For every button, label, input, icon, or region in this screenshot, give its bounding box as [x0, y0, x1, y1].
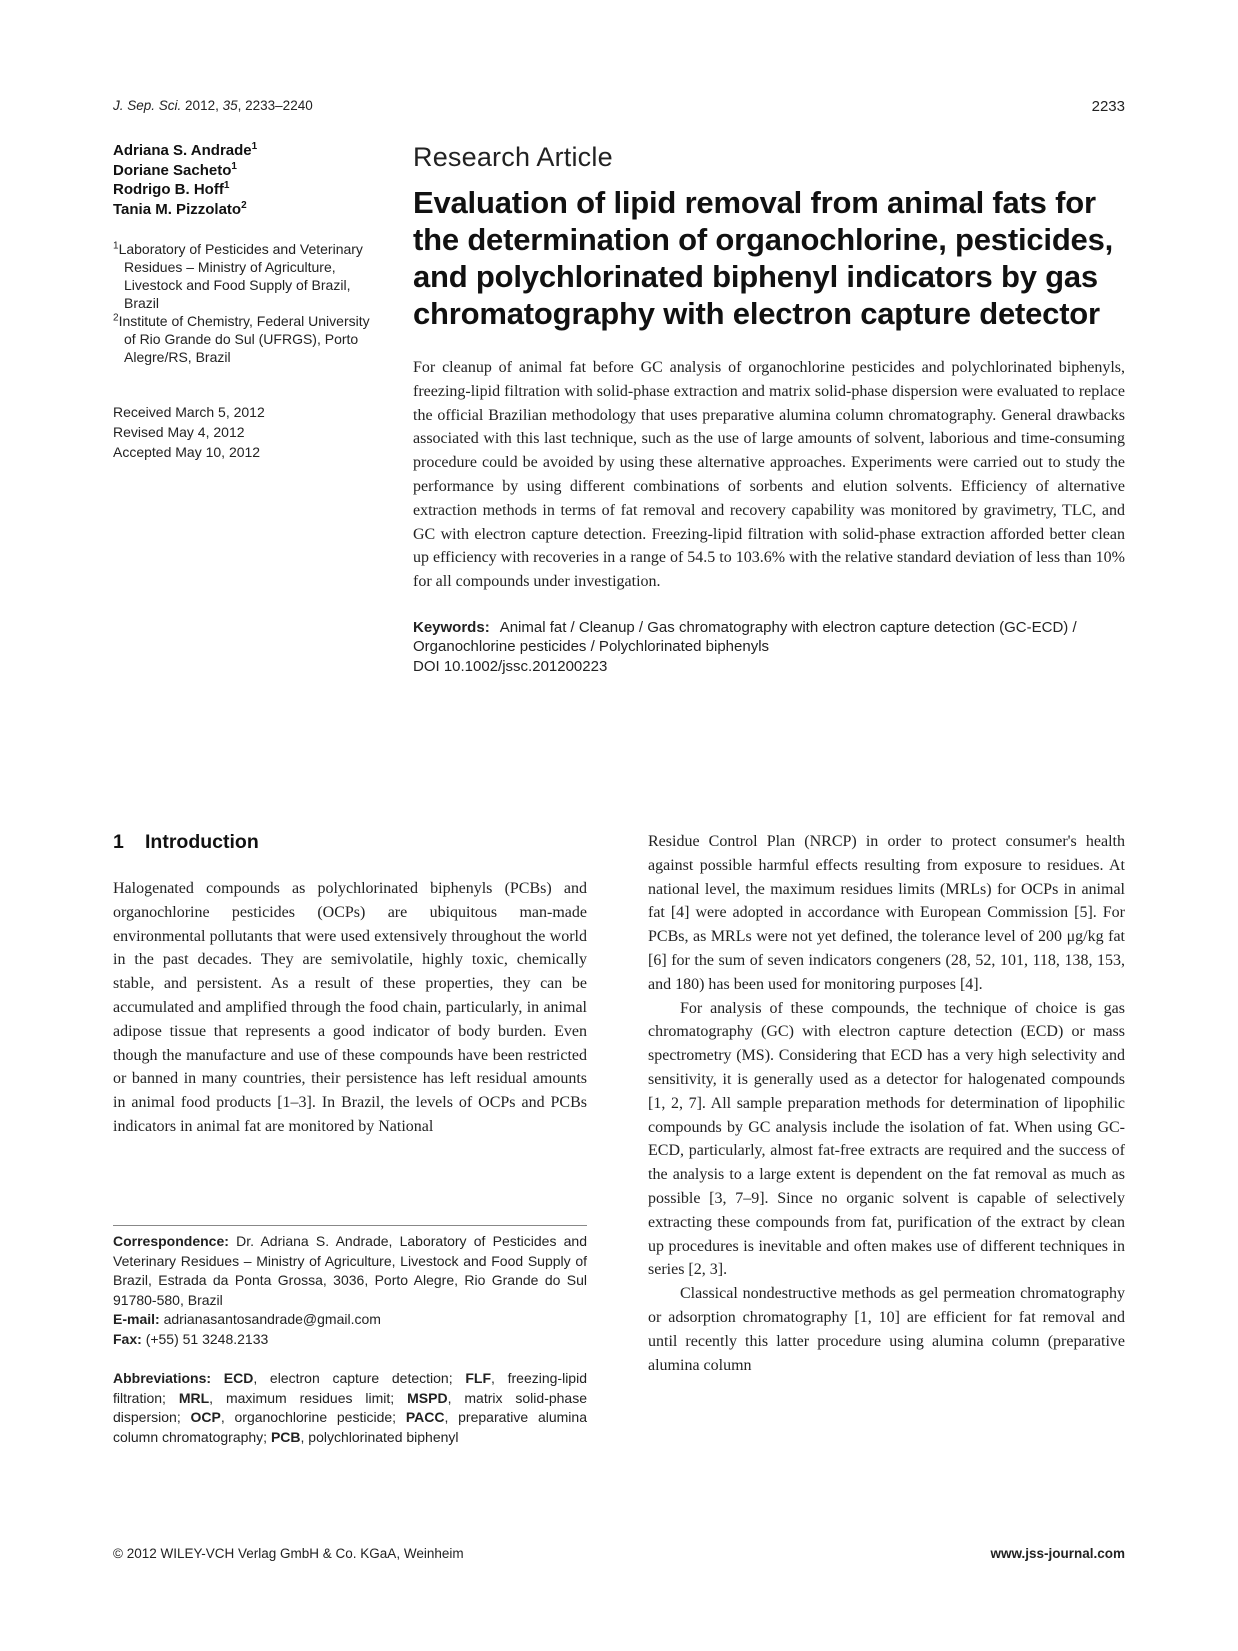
paragraph: Classical nondestructive methods as gel permeation chromatography or adsorption chromatography [1, 10] are efficient for fat removal and until recently this latter procedure using alumina column (preparative alumina column [648, 1285, 1125, 1374]
article-header [413, 140, 1125, 676]
correspondence [113, 1232, 587, 1310]
journal-pages: , 2233–2240 [237, 98, 313, 113]
article-dates [113, 402, 373, 462]
doi[interactable]: DOI 10.1002/jssc.201200223 [413, 657, 608, 675]
right-column [648, 830, 1125, 1377]
author: Tania M. Pizzolato$^2$ [113, 199, 247, 218]
fax-line: Fax: (+55) 51 3248.2133 [113, 1330, 269, 1347]
author: Adriana S. Andrade$^1$ [113, 141, 258, 159]
section-heading [113, 830, 587, 854]
article-title: Evaluation of lipid removal from animal fats for the determination of organochlorine, pesticides, and polychlorinated biphenyl indicators by gas chromatography with electron capture detector [413, 185, 1114, 331]
email-line: E-mail: adrianasantosandrade@gmail.com [113, 1311, 381, 1327]
accepted-date: Accepted May 10, 2012 [113, 444, 261, 460]
author-sidebar [113, 141, 373, 462]
paragraph: Halogenated compounds as polychlorinated biphenyls (PCBs) and organochlorine pesticides (OCPs) are ubiquitous man-made environmental pollutants that were used extensively throughout the world in the past decades. They are semivolatile, highly toxic, chemically stable, and persistent. As a result of these properties, they can be accumulated and amplified through the food chain, particularly, in animal adipose tissue that represents a good indicator of body burden. Even though the manufacture and use of these compounds have been restricted or banned in many countries, their persistence has left residual amounts in animal food products [1–3]. In Brazil, the levels of OCPs and PCBs indicators in animal fat are monitored by National [113, 880, 587, 1135]
footnotes [113, 1225, 587, 1447]
left-column [113, 830, 587, 1139]
section-title: Introduction [145, 831, 259, 853]
affiliation: $^1$Laboratory of Pesticides and Veterinary Residues – Ministry of Agriculture, Livestock and Food Supply of Brazil, Brazil [113, 240, 363, 311]
correspondence-text: Dr. Adriana S. Andrade, Laboratory of Pesticides and Veterinary Residues – Ministry of Agriculture, Livestock and Food Supply of Brazil, Estrada da Ponta Grossa, 3036, Porto Alegre, Rio Grande do Sul 91780-580, Brazil [113, 1233, 588, 1308]
keywords-block [413, 618, 1125, 677]
journal-url[interactable]: www.jss-journal.com [990, 1546, 1125, 1561]
journal-year: 2012, [185, 98, 219, 113]
abbreviations: Abbreviations: ECD, electron capture detection; FLF, freezing-lipid filtration; MRL, maximum residues limit; MSPD, matrix solid-phase dispersion; OCP, organochlorine pesticide; PACC, preparative alumina column chromatography; PCB, polychlorinated biphenyl [113, 1370, 587, 1445]
affiliation-list [113, 240, 373, 366]
journal-volume: 35 [222, 98, 238, 113]
paragraph: Residue Control Plan (NRCP) in order to protect consumer's health against possible harmful effects resulting from exposure to residues. At national level, the maximum residues limits (MRLs) for OCPs in animal fat [4] were adopted in accordance with European Commission [5]. For PCBs, as MRLs were not yet defined, the tolerance level of 200 μg/kg fat [6] for the sum of seven indicators congeners (28, 52, 101, 118, 138, 153, and 180) has been used for monitoring purposes [4]. [648, 833, 1125, 993]
received-date: Received March 5, 2012 [113, 404, 265, 420]
author-list [113, 141, 373, 219]
abstract: For cleanup of animal fat before GC analysis of organochlorine pesticides and polychlorinated biphenyls, freezing-lipid filtration with solid-phase extraction and matrix solid-phase dispersion were evaluated to replace the official Brazilian methodology that uses preparative alumina column chromatography. General drawbacks associated with this last technique, such as the use of large amounts of solvent, laborious and time-consuming procedure could be avoided by using these alternative approaches. Experiments were carried out to study the performance by using different combinations of sorbents and elution solvents. Efficiency of alternative extraction methods in terms of fat removal and recovery capability was monitored by gravimetry, TLC, and GC with electron capture detection. Freezing-lipid filtration with solid-phase extraction afforded better clean up efficiency with recoveries in a range of 54.5 to 103.6% with the relative standard deviation of less than 10% for all compounds under investigation. [413, 359, 1125, 591]
journal-citation [113, 98, 313, 113]
revised-date: Revised May 4, 2012 [113, 424, 245, 440]
page-footer [113, 1546, 1125, 1566]
abbreviations-label: Abbreviations: [113, 1370, 212, 1386]
page-number: 2233 [1091, 98, 1125, 115]
copyright: © 2012 WILEY-VCH Verlag GmbH & Co. KGaA, Weinheim [113, 1546, 464, 1561]
correspondence-label: Correspondence: [113, 1233, 229, 1249]
author: Doriane Sacheto$^1$ [113, 160, 237, 179]
keywords-text: Animal fat / Cleanup / Gas chromatography with electron capture detection (GC-ECD) / Organochlorine pesticides / Polychlorinated biphenyls [413, 618, 1077, 656]
author: Rodrigo B. Hoff$^1$ [113, 180, 230, 198]
article-type: Research Article [413, 142, 613, 172]
journal-abbrev: J. Sep. Sci. [113, 98, 182, 113]
running-head [113, 98, 1125, 118]
email-link[interactable]: adrianasantosandrade@gmail.com [163, 1311, 381, 1327]
fax-number: (+55) 51 3248.2133 [145, 1330, 269, 1347]
paragraph: For analysis of these compounds, the technique of choice is gas chromatography (GC) with electron capture detection (ECD) or mass spectrometry (MS). Considering that ECD has a very high selectivity and sensitivity, it is generally used as a detector for halogenated compounds [1, 2, 7]. All sample preparation methods for determination of lipophilic compounds by GC analysis include the isolation of fat. When using GC-ECD, particularly, almost fat-free extracts are required and the success of the analysis to a large extent is dependent on the fat removal as much as possible [3, 7–9]. Since no organic solvent is capable of selectively extracting these compounds from fat, purification of the extract by clean up procedures is inevitable and often makes use of different techniques in series [2, 3]. [648, 999, 1125, 1279]
section-number: 1 [113, 831, 124, 853]
keywords-label: Keywords: [413, 618, 490, 636]
affiliation: $^2$Institute of Chemistry, Federal University of Rio Grande do Sul (UFRGS), Porto Alegre/RS, Brazil [113, 312, 370, 365]
